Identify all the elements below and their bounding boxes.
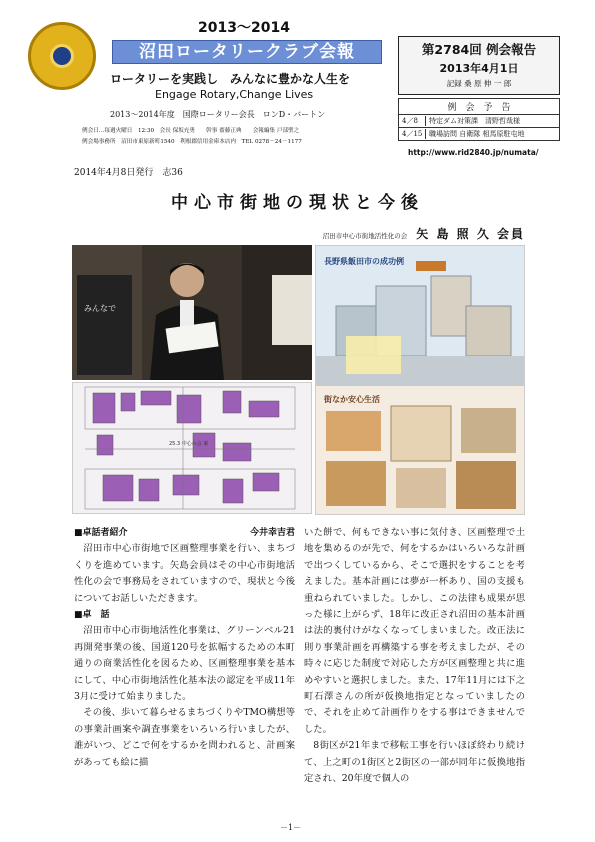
- speaker-affiliation: 沼田市中心市街地活性化の会: [322, 232, 408, 240]
- speaker-photo: [72, 245, 312, 380]
- iida-city-brochure: [315, 245, 525, 515]
- schedule-text: 特定ダム対策課 清野哲哉様: [429, 117, 520, 125]
- speaker-line: [300, 223, 525, 242]
- club-address-line: 例会場事務所 沼田市東原新町1540 利根郡信用金庫本店内 TEL 0278－24－1177: [82, 139, 302, 145]
- brochure-heading: 長野県飯田市の成功例: [324, 257, 404, 266]
- schedule-date: 4／15: [402, 129, 426, 139]
- talk-heading: ■卓 話: [74, 610, 110, 621]
- schedule-table: [398, 98, 560, 141]
- club-url-link[interactable]: http://www.rid2840.jp/numata/: [408, 148, 539, 157]
- speaker-name: 矢 島 照 久 会員: [416, 227, 525, 241]
- schedule-date: 4／8: [402, 116, 426, 126]
- president-line: 2013～2014年度 国際ロータリー会長 ロンD・バートン: [110, 110, 326, 119]
- slogan-en: Engage Rotary,Change Lives: [155, 88, 314, 101]
- brochure-subheading: 街なか安心生活: [324, 395, 380, 404]
- article-title: 中心市街地の現状と今後: [171, 193, 424, 213]
- introducer-name: 今井幸吉君: [249, 528, 295, 538]
- article-column-1: [74, 525, 295, 771]
- report-recorder: 記録 桑 原 伸 一 郎: [446, 79, 512, 88]
- schedule-heading: 例 会 予 告: [399, 99, 559, 115]
- intro-heading: ■卓話者紹介: [74, 528, 128, 538]
- col2-paragraph-1: いた餅で、何もできない事に気付き、区画整理で土地を集めるのが先で、何をするかはいろいろな計画で出つくしているから、そこで選択をすることを考えました。基本計画には夢が一杯あり、国の支援も重ねられていました。しかし、この法律も成果が思った様に上がらず、18年に改正され沼田の基本計画は法的裏付けがなくなってしまいました。改正法に則り事業計画を再構築する事を考えましたが、その時々に応じた制度で対応した方が区画整理と共に進めやすいと選択しました。また、17年11月には下之町石澤さんの所が仮換地指定となっていましたので、それを止めて計画作りをする事はできませんでした。: [304, 527, 525, 735]
- years-label: 2013～2014: [198, 20, 290, 36]
- report-number: 第2784回 例会報告: [421, 42, 537, 57]
- intro-paragraph: 沼田市中心市街地で区画整理事業を行い、まちづくりを進めています。矢島会員はその中心市街地活性化の会で事務局をされていますので、現状と今後についてお話しいただきます。: [74, 543, 295, 604]
- page-number: －1－: [280, 823, 302, 832]
- issue-line: 2014年4月8日発行 志36: [74, 168, 183, 178]
- rotary-logo: [28, 22, 96, 90]
- col2-paragraph-2: 8街区が21年まで移転工事を行いほぼ終わり続けて、上之町の1街区と2街区の一部が同年に仮換地指定され、20年度で個人の: [304, 740, 525, 785]
- district-map: [72, 382, 312, 514]
- schedule-row: [399, 115, 559, 128]
- club-name-banner: 沼田ロータリークラブ会報: [112, 40, 382, 64]
- report-date: 2013年4月1日: [439, 62, 519, 75]
- schedule-text: 職場訪問 自衛隊 相馬原駐屯地: [429, 130, 525, 138]
- talk-paragraph-2: その後、歩いて暮らせるまちづくりやTMO構想等の事業計画案や調査事業をいろいろ行いましたが、誰がいつ、どこで何をするかを問われると、計画案があっても絵に描: [74, 707, 295, 768]
- slogan-ja: ロータリーを実践し みんなに豊かな人生を: [110, 72, 351, 86]
- talk-paragraph-1: 沼田市中心市街地活性化事業は、グリーンベル21再開発事業の後、国道120号を拡幅するための本町通りの商業活性化を図るため、区画整理事業を基本にして、中心市街地活性化基本法の認定を平成11年3月に受けて始まりました。: [74, 625, 295, 703]
- intro-heading-row: [74, 525, 295, 541]
- map-caption: 25.3 中心の会 案: [169, 441, 209, 447]
- podium-sign: みんなで: [84, 304, 116, 313]
- club-info-line: 例会日…毎週火曜日 12:30 会長 保坂充勇 幹事 齋藤正典 会報編集 戸部聖之: [82, 128, 300, 134]
- meeting-report-box: [398, 36, 560, 95]
- article-column-2: [304, 525, 525, 788]
- schedule-row: [399, 128, 559, 140]
